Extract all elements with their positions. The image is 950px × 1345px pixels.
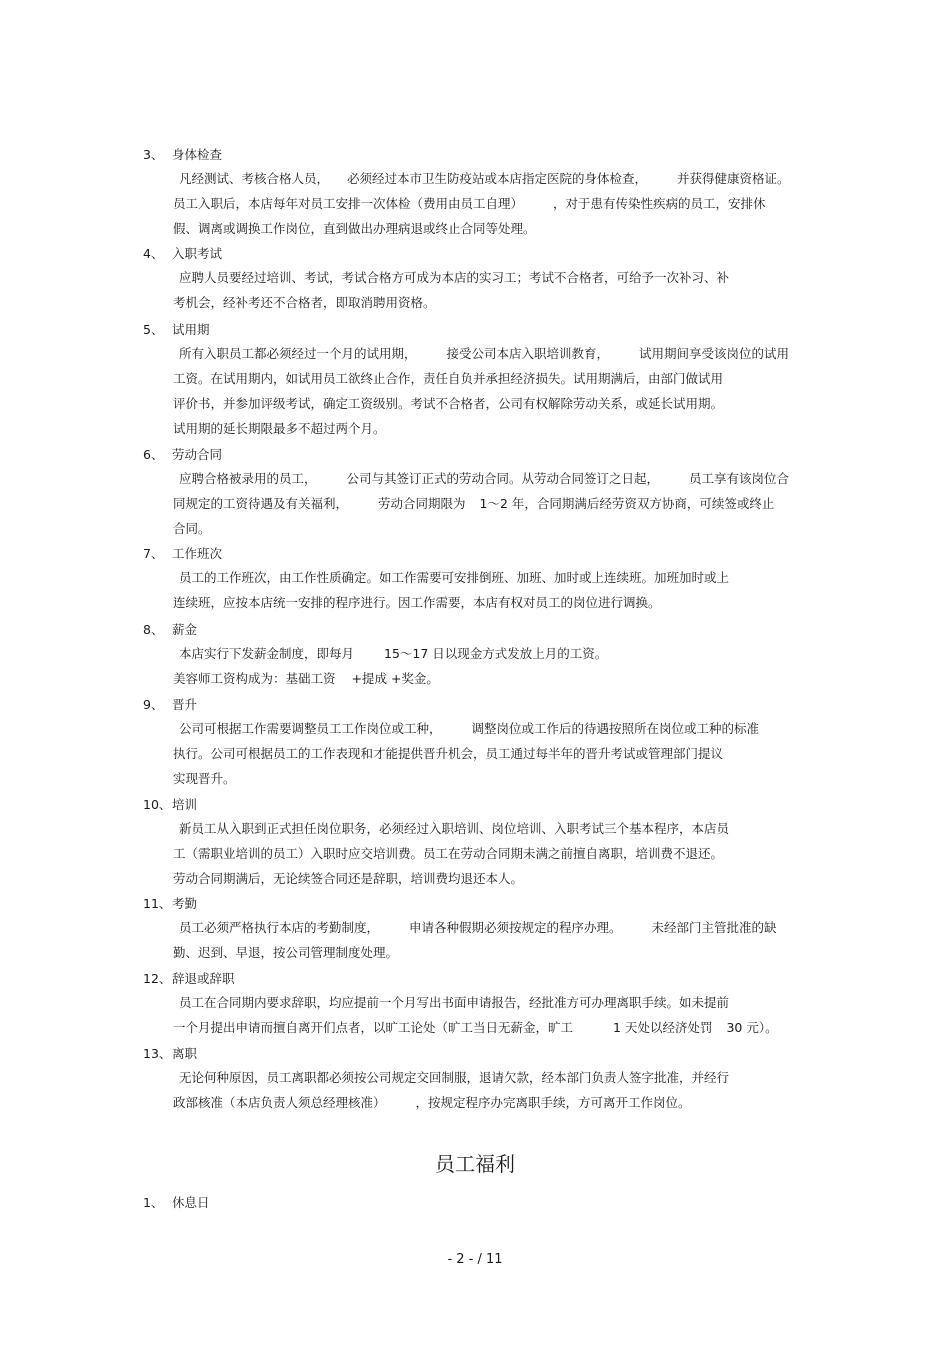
text-segment: 1 天处以经济处罚 [613, 1020, 713, 1035]
section-number: 7、 [143, 546, 164, 561]
section-number: 8、 [143, 622, 164, 637]
section-title: 考勤 [172, 896, 198, 911]
section-heading [143, 893, 823, 915]
section [143, 144, 823, 241]
section-number: 5、 [143, 322, 164, 337]
text-segment: 工资。在试用期内，如试用员工欲终止合作，责任自负并承担经济损失。试用期满后，由部门做试用 [173, 371, 724, 386]
section [143, 694, 823, 791]
body-line [143, 766, 823, 791]
body-line [143, 341, 823, 366]
section-heading [143, 543, 823, 565]
section-title: 劳动合同 [172, 447, 223, 462]
section-number: 9、 [143, 697, 164, 712]
section-heading [143, 794, 823, 816]
section-title: 身体检查 [172, 147, 223, 162]
text-segment: ，对于患有传染性疾病的员工，安排休 [553, 196, 766, 211]
text-segment: 1～2 年，合同期满后经劳资双方协商，可续签或终止 [479, 496, 775, 511]
text-segment: 无论何种原因，员工离职都必须按公司规定交回制服，退请欠款，经本部门负责人签字批准，并经行 [179, 1070, 730, 1085]
body-line [143, 1090, 823, 1115]
text-segment: 勤、迟到、早退，按公司管理制度处理。 [173, 945, 399, 960]
text-segment: 连续班，应按本店统一安排的程序进行。因工作需要，本店有权对员工的岗位进行调换。 [173, 595, 661, 610]
section-heading [143, 1192, 823, 1214]
text-segment: 员工享有该岗位合 [689, 471, 790, 486]
section-title: 薪金 [172, 622, 198, 637]
text-segment: 员工必须严格执行本店的考勤制度， [179, 920, 380, 935]
body-line [143, 416, 823, 441]
text-segment: 假、调离或调换工作岗位，直到做出办理病退或终止合同等处理。 [173, 221, 536, 236]
section [143, 543, 823, 615]
text-segment: 员工入职后，本店每年对员工安排一次体检（费用由员工自理） [173, 196, 524, 211]
body-line [143, 391, 823, 416]
body-line [143, 816, 823, 841]
section-number: 11、 [143, 896, 172, 911]
section-number: 4、 [143, 246, 164, 261]
text-segment: 30 元）。 [726, 1020, 778, 1035]
section-title: 入职考试 [172, 246, 223, 261]
section-number: 12、 [143, 971, 172, 986]
text-segment: 调整岗位或工作后的待遇按照所在岗位或工种的标准 [471, 721, 760, 736]
body-line [143, 166, 823, 191]
section [143, 319, 823, 441]
body-line [143, 565, 823, 590]
section-title: 离职 [172, 1046, 198, 1061]
text-segment: +提成 +奖金。 [351, 671, 439, 686]
text-segment: 公司与其签订正式的劳动合同。从劳动合同签订之日起， [346, 471, 660, 486]
body-line [143, 716, 823, 741]
section-title: 试用期 [172, 322, 210, 337]
text-segment: 必须经过本市卫生防疫站或本店指定医院的身体检查， [347, 171, 648, 186]
section [143, 243, 823, 315]
section-heading [143, 619, 823, 641]
body-line [143, 290, 823, 315]
text-segment: 试用期间享受该岗位的试用 [639, 346, 790, 361]
text-segment: 申请各种假期必须按规定的程序办理。 [409, 920, 622, 935]
section-title: 休息日 [172, 1195, 210, 1210]
section-heading [143, 243, 823, 265]
section-title: 培训 [172, 797, 198, 812]
section-title: 工作班次 [172, 546, 223, 561]
text-segment: 美容师工资构成为：基础工资 [173, 671, 336, 686]
body-line [143, 741, 823, 766]
section-number: 13、 [143, 1046, 172, 1061]
page-number: - 2 - / 11 [447, 1252, 503, 1267]
body-line [143, 1065, 823, 1090]
section-number: 6、 [143, 447, 164, 462]
body-line [143, 1015, 823, 1040]
text-segment: 劳动合同期满后，无论续签合同还是辞职，培训费均退还本人。 [173, 871, 524, 886]
text-segment: 公司可根据工作需要调整员工工作岗位或工种， [179, 721, 442, 736]
text-segment: 应聘合格被录用的员工， [179, 471, 317, 486]
text-segment: 评价书，并参加评级考试，确定工资级别。考试不合格者，公司有权解除劳动关系，或延长试用期。 [173, 396, 724, 411]
text-segment: 员工的工作班次，由工作性质确定。如工作需要可安排倒班、加班、加时或上连续班。加班加时或上 [179, 570, 730, 585]
section-number: 1、 [143, 1195, 164, 1210]
text-segment: 试用期的延长期限最多不超过两个月。 [173, 421, 386, 436]
text-segment: 并获得健康资格证。 [677, 171, 790, 186]
section-number: 10、 [143, 797, 172, 812]
text-segment: 15～17 日以现金方式发放上月的工资。 [384, 646, 608, 661]
body-line [143, 940, 823, 965]
body-line [143, 216, 823, 241]
text-segment: 考机会，经补考还不合格者，即取消聘用资格。 [173, 295, 436, 310]
body-line [143, 265, 823, 290]
section-title: 晋升 [172, 697, 198, 712]
benefits-heading: 员工福利 [435, 1152, 515, 1176]
section [143, 1192, 823, 1214]
body-line [143, 466, 823, 491]
text-segment: ，按规定程序办完离职手续，方可离开工作岗位。 [415, 1095, 691, 1110]
section-title: 辞退或辞职 [172, 971, 235, 986]
body-line [143, 990, 823, 1015]
text-segment: 本店实行下发薪金制度，即每月 [179, 646, 355, 661]
body-line [143, 516, 823, 541]
body-line [143, 491, 823, 516]
section-heading [143, 144, 823, 166]
section-heading [143, 1043, 823, 1065]
section [143, 968, 823, 1040]
text-segment: 一个月提出申请而擅自离开们点者，以旷工论处（旷工当日无薪金，旷工 [173, 1020, 574, 1035]
body-line [143, 641, 823, 666]
text-segment: 接受公司本店入职培训教育， [446, 346, 610, 361]
section-number: 3、 [143, 147, 164, 162]
section [143, 619, 823, 691]
text-segment: 同规定的工资待遇及有关福利， [173, 496, 349, 511]
text-segment: 合同。 [173, 521, 211, 536]
text-segment: 工（需职业培训的员工）入职时应交培训费。员工在劳动合同期未满之前擅自离职，培训费不退还。 [173, 846, 724, 861]
text-segment: 凡经测试、考核合格人员， [179, 171, 330, 186]
body-line [143, 366, 823, 391]
text-segment: 所有入职员工都必须经过一个月的试用期， [179, 346, 417, 361]
body-line [143, 915, 823, 940]
text-segment: 劳动合同期限为 [378, 496, 466, 511]
body-line [143, 666, 823, 691]
section-heading [143, 694, 823, 716]
body-line [143, 866, 823, 891]
text-segment: 新员工从入职到正式担任岗位职务，必须经过入职培训、岗位培训、入职考试三个基本程序，本店员 [179, 821, 730, 836]
body-line [143, 841, 823, 866]
text-segment: 政部核准（本店负责人须总经理核准） [173, 1095, 386, 1110]
text-segment: 未经部门主管批准的缺 [651, 920, 777, 935]
text-segment: 员工在合同期内要求辞职，均应提前一个月写出书面申请报告，经批准方可办理离职手续。如未提前 [179, 995, 730, 1010]
text-segment: 应聘人员要经过培训、考试，考试合格方可成为本店的实习工；考试不合格者，可给予一次补习、补 [179, 270, 730, 285]
body-line [143, 590, 823, 615]
section [143, 444, 823, 541]
text-segment: 执行。公司可根据员工的工作表现和才能提供晋升机会，员工通过每半年的晋升考试或管理部门提议 [173, 746, 724, 761]
section [143, 794, 823, 891]
section-heading [143, 968, 823, 990]
text-segment: 实现晋升。 [173, 771, 236, 786]
section [143, 1043, 823, 1115]
section-heading [143, 319, 823, 341]
section-heading [143, 444, 823, 466]
section [143, 893, 823, 965]
body-line [143, 191, 823, 216]
